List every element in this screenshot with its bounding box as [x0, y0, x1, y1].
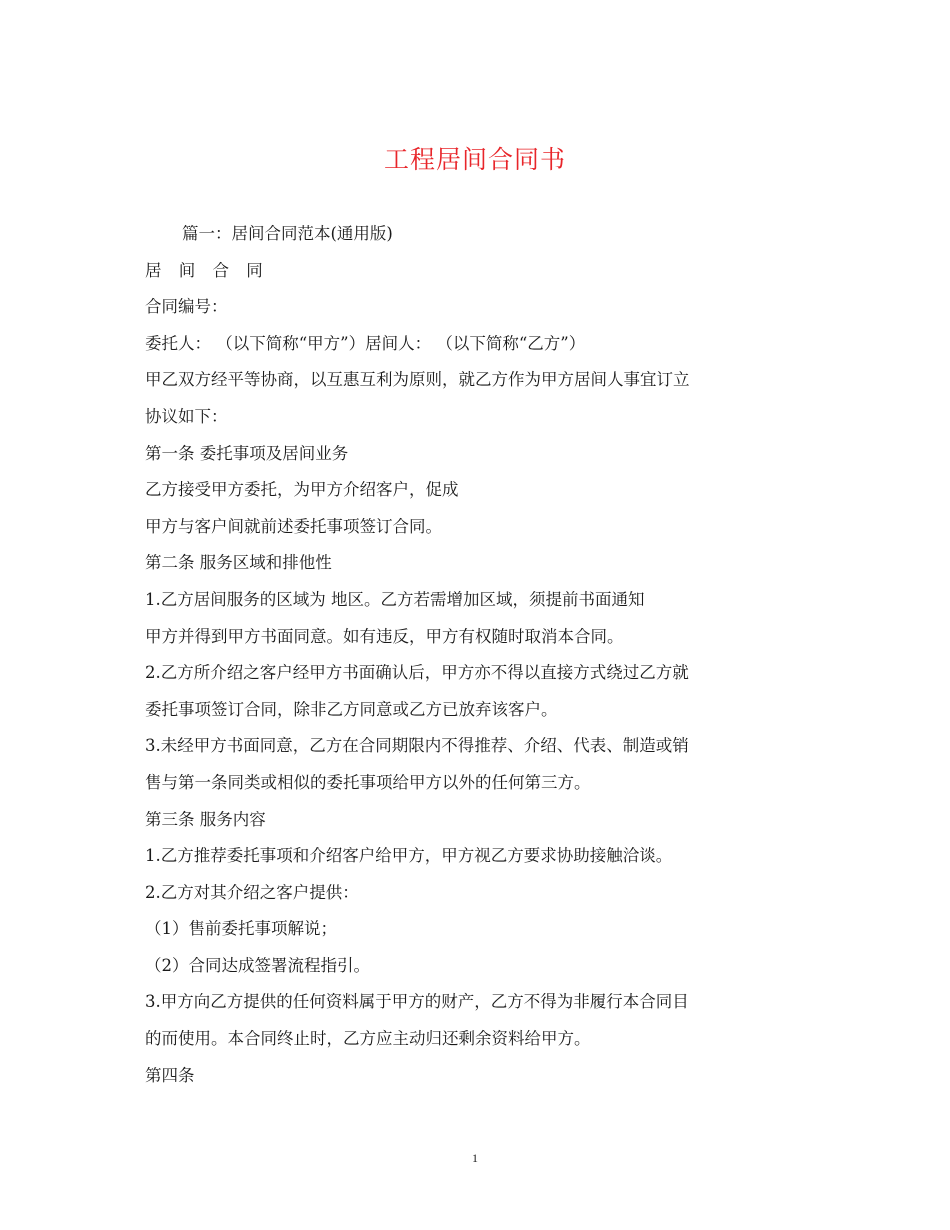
- parties-line: 委托人： （以下简称“甲方”）居间人： （以下简称“乙方”）: [145, 333, 586, 353]
- document-body: [145, 216, 825, 1094]
- document-title: 工程居间合同书: [383, 145, 566, 174]
- article-heading: 第四条: [145, 1065, 195, 1085]
- page-number: 1: [472, 1151, 478, 1165]
- article-heading: 第一条 委托事项及居间业务: [145, 443, 349, 463]
- paragraph-line: 1.乙方推荐委托事项和介绍客户给甲方，甲方视乙方要求协助接触洽谈。: [145, 846, 673, 866]
- list-item: （1）售前委托事项解说；: [145, 919, 337, 939]
- paragraph-line: 甲乙双方经平等协商，以互惠互利为原则，就乙方作为甲方居间人事宜订立: [145, 370, 690, 390]
- contract-heading: 居 间 合 同: [145, 260, 269, 280]
- section-heading: 篇一：居间合同范本(通用版): [182, 224, 393, 243]
- paragraph-line: 售与第一条同类或相似的委托事项给甲方以外的任何第三方。: [145, 772, 591, 792]
- paragraph-line: 的而使用。本合同终止时，乙方应主动归还剩余资料给甲方。: [145, 1029, 591, 1049]
- paragraph-line: 3.甲方向乙方提供的任何资料属于甲方的财产，乙方不得为非履行本合同目: [145, 992, 689, 1012]
- article-heading: 第三条 服务内容: [145, 809, 266, 829]
- paragraph-line: 3.未经甲方书面同意，乙方在合同期限内不得推荐、介绍、代表、制造或销: [145, 736, 689, 756]
- paragraph-line: 乙方接受甲方委托，为甲方介绍客户，促成: [145, 480, 459, 500]
- paragraph-line: 协议如下：: [145, 406, 228, 426]
- paragraph-line: 2.乙方所介绍之客户经甲方书面确认后，甲方亦不得以直接方式绕过乙方就: [145, 663, 689, 683]
- paragraph-line: 1.乙方居间服务的区域为 地区。乙方若需增加区域，须提前书面通知: [145, 589, 645, 609]
- paragraph-line: 甲方并得到甲方书面同意。如有违反，甲方有权随时取消本合同。: [145, 626, 624, 646]
- list-item: （2）合同达成签署流程指引。: [145, 955, 370, 975]
- paragraph-line: 甲方与客户间就前述委托事项签订合同。: [145, 516, 442, 536]
- paragraph-line: 2.乙方对其介绍之客户提供：: [145, 882, 359, 902]
- contract-number-line: 合同编号：: [145, 297, 228, 317]
- article-heading: 第二条 服务区域和排他性: [145, 553, 332, 573]
- paragraph-line: 委托事项签订合同，除非乙方同意或乙方已放弃该客户。: [145, 699, 558, 719]
